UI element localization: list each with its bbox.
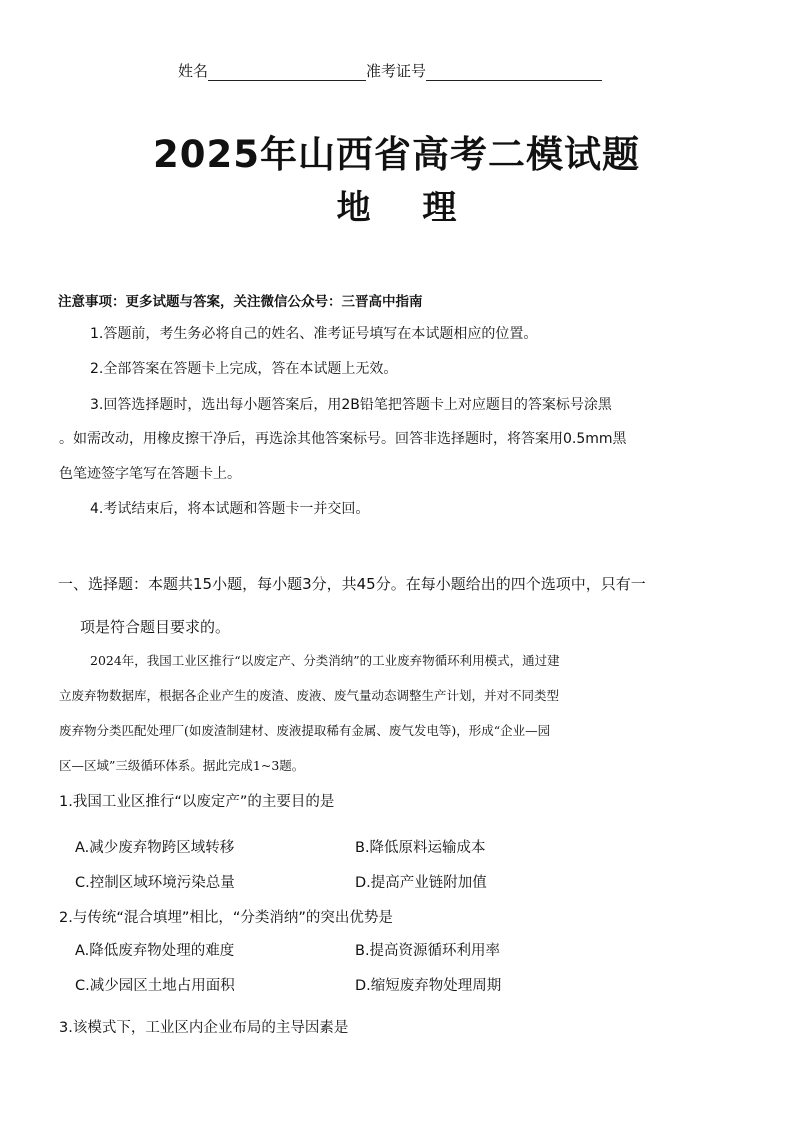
subject-title: 地 理 bbox=[336, 188, 477, 228]
notice-item: 色笔迹签字笔写在答题卡上。 bbox=[59, 466, 241, 482]
notice-item: 2.全部答案在答题卡上完成，答在本试题上无效。 bbox=[90, 361, 398, 377]
exam-title: 2025年山西省高考二模试题 bbox=[153, 133, 640, 176]
notice-item: 4.考试结束后，将本试题和答题卡一并交回。 bbox=[90, 501, 370, 517]
option-b[interactable]: B.降低原料运输成本 bbox=[355, 840, 486, 856]
passage-line: 区—区域”三级循环体系。据此完成1~3题。 bbox=[59, 758, 305, 773]
section-heading-continued: 项是符合题目要求的。 bbox=[80, 618, 231, 636]
question-stem: 3.该模式下，工业区内企业布局的主导因素是 bbox=[59, 1020, 349, 1036]
passage-line: 废弃物分类匹配处理厂(如废渣制建材、废液提取稀有金属、废气发电等)，形成“企业—园 bbox=[59, 723, 551, 738]
exam-id-blank[interactable] bbox=[426, 64, 602, 81]
question-stem: 1.我国工业区推行“以废定产”的主要目的是 bbox=[59, 794, 335, 810]
exam-id-label: 准考证号 bbox=[366, 62, 427, 80]
option-d[interactable]: D.提高产业链附加值 bbox=[355, 875, 487, 891]
notice-item: 3.回答选择题时，选出每小题答案后，用2B铅笔把答题卡上对应题目的答案标号涂黑 bbox=[90, 397, 612, 413]
name-label: 姓名 bbox=[178, 62, 209, 80]
option-c[interactable]: C.控制区域环境污染总量 bbox=[75, 875, 235, 891]
name-blank[interactable] bbox=[208, 64, 366, 81]
passage-line: 2024年，我国工业区推行“以废定产、分类消纳”的工业废弃物循环利用模式，通过建 bbox=[90, 653, 560, 668]
option-c[interactable]: C.减少园区土地占用面积 bbox=[75, 978, 235, 994]
option-b[interactable]: B.提高资源循环利用率 bbox=[355, 943, 501, 959]
candidate-info-line bbox=[178, 60, 602, 81]
option-a[interactable]: A.减少废弃物跨区域转移 bbox=[75, 840, 235, 856]
option-d[interactable]: D.缩短废弃物处理周期 bbox=[355, 978, 502, 994]
passage-line: 立废弃物数据库，根据各企业产生的废渣、废液、废气量动态调整生产计划，并对不同类型 bbox=[59, 688, 560, 703]
section-heading: 一、选择题：本题共15小题，每小题3分，共45分。在每小题给出的四个选项中，只有一 bbox=[58, 575, 646, 593]
question-stem: 2.与传统“混合填埋”相比，“分类消纳”的突出优势是 bbox=[59, 910, 393, 926]
notice-heading: 注意事项：更多试题与答案，关注微信公众号：三晋高中指南 bbox=[58, 294, 423, 310]
notice-item: 1.答题前，考生务必将自己的姓名、准考证号填写在本试题相应的位置。 bbox=[90, 326, 538, 342]
notice-item: 。如需改动，用橡皮擦干净后，再选涂其他答案标号。回答非选择题时，将答案用0.5mm黑 bbox=[59, 431, 627, 447]
option-a[interactable]: A.降低废弃物处理的难度 bbox=[75, 943, 235, 959]
